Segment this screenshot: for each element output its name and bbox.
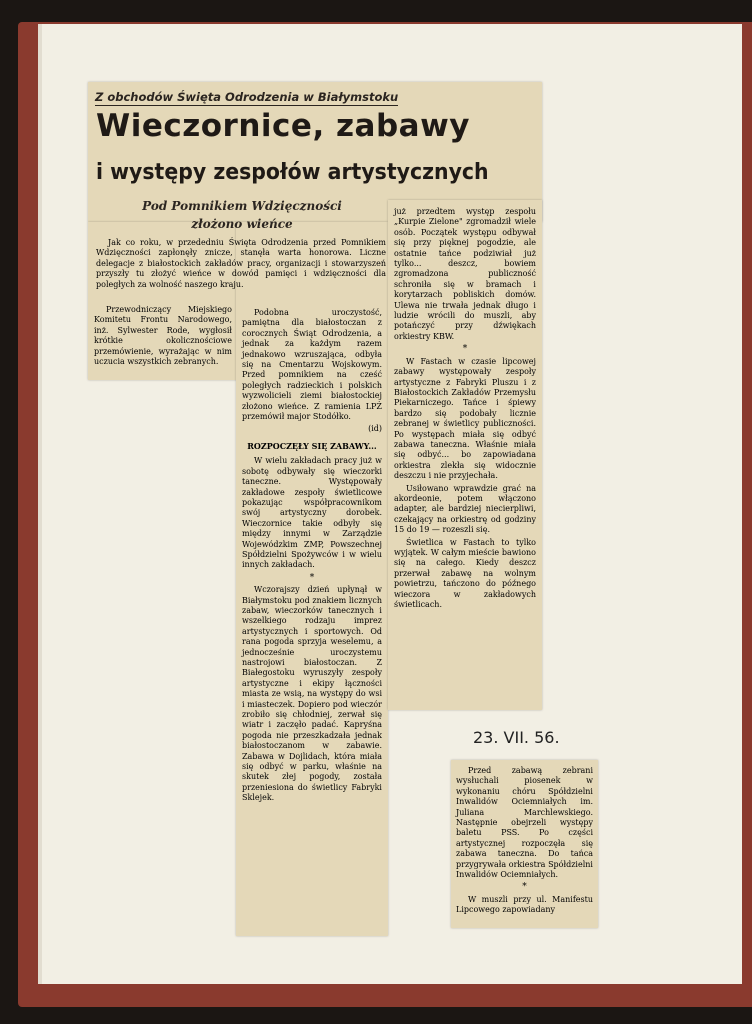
paragraph: Przewodniczący Miejskiego Komitetu Frontu Narodowego, inż. Sylwester Rode, wygłosił krótkie okolicznościowe przemówienie, wyrażając w nim uczucia wszystkich zebranych. xyxy=(94,305,232,367)
subheading-line-2: złożono wieńce xyxy=(191,217,293,231)
star-separator: * xyxy=(462,344,468,355)
column-3 xyxy=(394,207,536,612)
star-separator: * xyxy=(309,572,315,583)
paragraph: Podobna uroczystość, pamiętna dla białostoczan z corocznych Świąt Odrodzenia, a jednak za każdym razem jednakowo wzruszająca, odbyła się na Cmentarzu Wojskowym. Przed pomnikiem na cześć poległych radzieckich i polskich wyzwolicieli ziemi białostockiej złożono wieńce. Z ramienia LPŻ przemówił major Stodółko. xyxy=(242,308,382,422)
lead-paragraph: Jak co roku, w przededniu Święta Odrodzenia przed Pomnikiem Wdzięczności zapłonęły znicze, stanęła warta honorowa. Liczne delegacje z białostockich zakładów pracy, organizacji i stowarzyszeń przyszły tu złożyć wieńce w dowód pamięci i wdzięczności dla poległych za wolność naszego kraju. xyxy=(96,238,386,289)
column-2 xyxy=(242,308,382,806)
signature: (id) xyxy=(368,424,382,434)
subheading-line-1: Pod Pomnikiem Wdzięczności xyxy=(142,199,342,213)
paragraph: już przedtem występ zespołu „Kurpie Zielone" zgromadził wiele osób. Początek występu odbywał się przy pięknej pogodzie, ale ostatnie tańce podziwiał już tylko... deszcz, bowiem zgromadzona publiczność schroniła się w bramach i korytarzach pobliskich domów. Ulewa nie trwała jednak długo i ludzie wrócili do muszli, aby potańczyć przy dźwiękach orkiestry KBW. xyxy=(394,207,536,341)
section-heading: ROZPOCZĘŁY SIĘ ZABAWY... xyxy=(247,440,377,451)
paragraph: W muszli przy ul. Manifestu Lipcowego zapowiadany xyxy=(456,894,593,915)
star-separator: * xyxy=(522,882,527,893)
paragraph: Wczorajszy dzień upłynął w Białymstoku pod znakiem licznych zabaw, wieczorków tanecznych i wszelkiego rodzaju imprez artystycznych i sportowych. Od rana pogoda sprzyja weselemu, a jednocześnie uroczystemu nastrojowi białostoczan. Z Białegostoku wyruszyły zespoły artystyczne i ekipy łączności miasta ze wsią, na występy do wsi i miasteczek. Dopiero pod wieczór zrobiło się chłodniej, zerwał się wiatr i zaczęło padać. Kapryśna pogoda nie przeszkadzała jednak białostoczanom w zabawie. Zabawa w Dojlidach, która miała się odbyć w parku, właśnie na skutek złej pogody, została przeniesiona do świetlicy Fabryki Sklejek. xyxy=(242,585,382,803)
column-1 xyxy=(94,305,232,369)
paragraph: Przed zabawą zebrani wysłuchali piosenek w wykonaniu chóru Spółdzielni Inwalidów Ociemniałych im. Juliana Marchlewskiego. Następnie obejrzeli występy baletu PSS. Po części artystycznej rozpoczęła się zabawa taneczna. Do tańca przygrywała orkiestra Spółdzielni Inwalidów Ociemniałych. xyxy=(456,766,593,880)
paragraph: Świetlica w Fastach to tylko wyjątek. W całym mieście bawiono się na całego. Kiedy deszcz przerwał zabawę na wolnym powietrzu, tańczono do późnego wieczora w zakładowych świetlicach. xyxy=(394,537,536,610)
column-4 xyxy=(456,766,593,918)
paragraph: W Fastach w czasie lipcowej zabawy występowały zespoły artystyczne z Fabryki Pluszu i z Białostockich Zakładów Przemysłu Piekarniczego. Tańce i śpiewy bardzo się podobały licznie zebranej w świetlicy publiczności. Po występach miała się odbyć zabawa taneczna. Właśnie miała się odbyć... bo zapowiadana orkiestra zlekła się widocznie deszczu i nie przyjechała. xyxy=(394,356,536,481)
kicker-line: Z obchodów Święta Odrodzenia w Białymstoku xyxy=(95,90,399,104)
paragraph: W wielu zakładach pracy już w sobotę odbywały się wieczorki taneczne. Występowały zakładowe zespoły świetlicowe pokazując współpracownikom swój artystyczny dorobek. Wieczornice takie odbyły się między innymi w Zarządzie Wojewódzkim ZMP, Powszechnej Spółdzielni Spożywców i w wielu innych zakładach. xyxy=(242,456,382,570)
headline-line-2: i występy zespołów artystycznych xyxy=(96,160,489,185)
headline-line-1: Wieczornice, zabawy xyxy=(96,108,470,144)
handwritten-date: 23. VII. 56. xyxy=(473,728,560,747)
paragraph: Usiłowano wprawdzie grać na akordeonie, potem włączono adapter, ale bardziej niecierpliwi, czekający na orkiestrę od godziny 15 do 19 — rozeszli się. xyxy=(394,483,536,535)
